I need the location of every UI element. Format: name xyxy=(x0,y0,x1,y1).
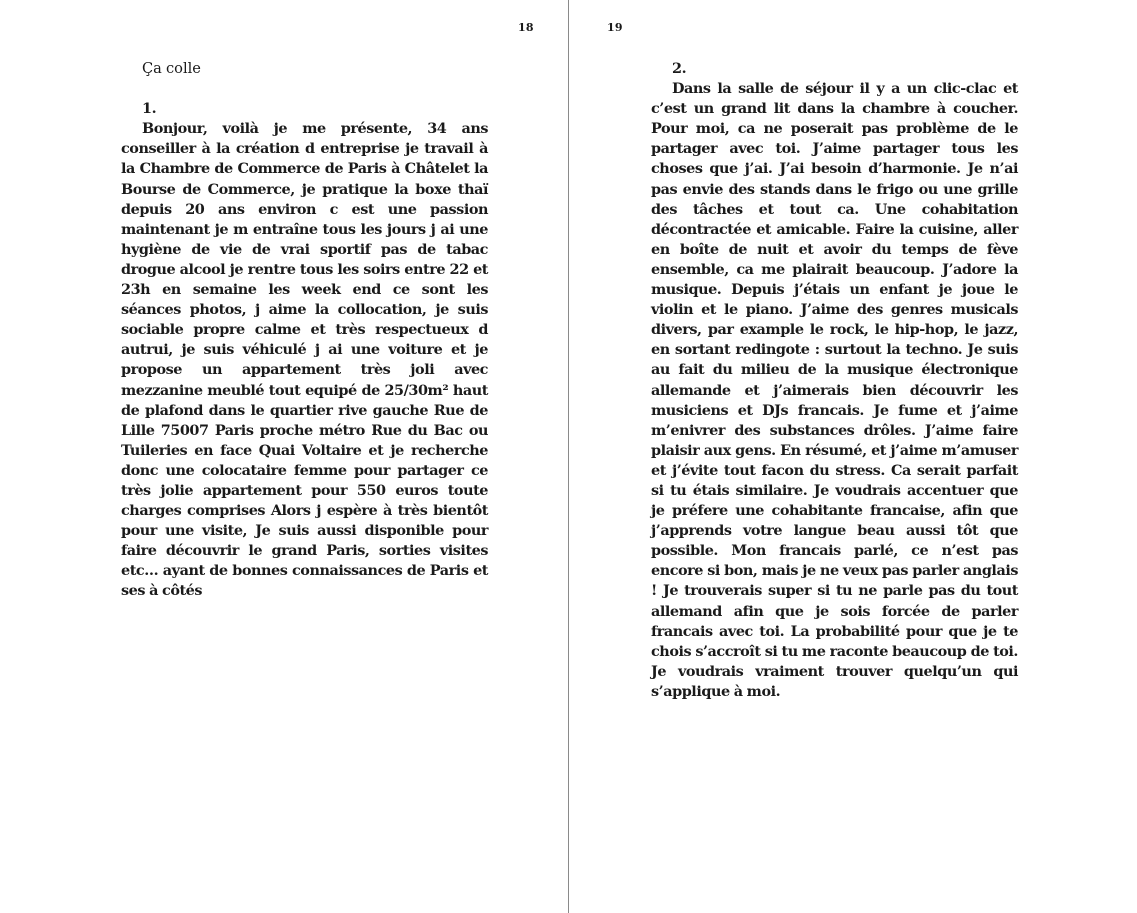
right-page xyxy=(569,0,1137,913)
section-number-1: 1. xyxy=(142,100,157,118)
spacer xyxy=(121,79,488,99)
page-number-left: 18 xyxy=(518,21,534,34)
left-page xyxy=(0,0,568,913)
right-page-text xyxy=(651,59,1018,702)
page-number-right: 19 xyxy=(607,21,623,34)
left-page-text xyxy=(121,59,488,602)
paragraph-2: Dans la salle de séjour il y a un clic-clac et c’est un grand lit dans la chambre à coucher. Pour moi, ca ne poserait pas problème de le partager avec toi. J’aime partager tous les choses que j’ai. J’ai besoin d’harmonie. Je n’ai pas envie des stands dans le frigo ou une grille des tâches et tout ca. Une cohabitation décontractée et amicable. Faire la cuisine, aller en boîte de nuit et avoir du temps de fève ensemble, ca me plairait beaucoup. J’adore la musique. Depuis j’étais un enfant je joue le violin et le piano. J’aime des genres musicals divers, par example le rock, le hip-hop, le jazz, en sortant redingote : surtout la techno. Je suis au fait du milieu de la musique électronique allemande et j’aimerais bien découvrir les musiciens et DJs francais. Je fume et j’aime m’enivrer des substances drôles. J’aime faire plaisir aux gens. En résumé, et j’aime m’amuser et j’évite tout facon du stress. Ca serait parfait si tu étais similaire. Je voudrais accentuer que je préfere une cohabitante francaise, afin que j’apprends votre langue beau aussi tôt que possible. Mon francais parlé, ce n’est pas encore si bon, mais je ne veux pas parler anglais ! Je trouverais super si tu ne parle pas du tout allemand afin que je sois forcée de parler francais avec toi. La probabilité pour que je te chois s’accroît si tu me raconte beaucoup de toi. Je voudrais vraiment trouver quelqu’un qui s’applique à moi. xyxy=(651,80,1018,700)
paragraph-1: Bonjour, voilà je me présente, 34 ans conseiller à la création d entreprise je travail à la Chambre de Commerce de Paris à Châtelet la Bourse de Commerce, je pratique la boxe thaï depuis 20 ans environ c est une passion maintenant je m entraîne tous les jours j ai une hygiène de vie de vrai sportif pas de tabac drogue alcool je rentre tous les soirs entre 22 et 23h en semaine les week end ce sont les séances photos, j aime la collocation, je suis sociable propre calme et très respectueux d autrui, je suis véhiculé j ai une voiture et je propose un appartement très joli avec mezzanine meublé tout equipé de 25/30m² haut de plafond dans le quartier rive gauche Rue de Lille 75007 Paris proche métro Rue du Bac ou Tuileries en face Quai Voltaire et je recherche donc une colocataire femme pour partager ce très jolie appartement pour 550 euros toute charges comprises Alors j espère à très bientôt pour une visite, Je suis aussi disponible pour faire découvrir le grand Paris, sorties visites etc… ayant de bonnes connaissances de Paris et ses à côtés xyxy=(121,120,488,600)
section-number-2: 2. xyxy=(672,60,687,77)
chapter-title: Ça colle xyxy=(142,60,201,77)
